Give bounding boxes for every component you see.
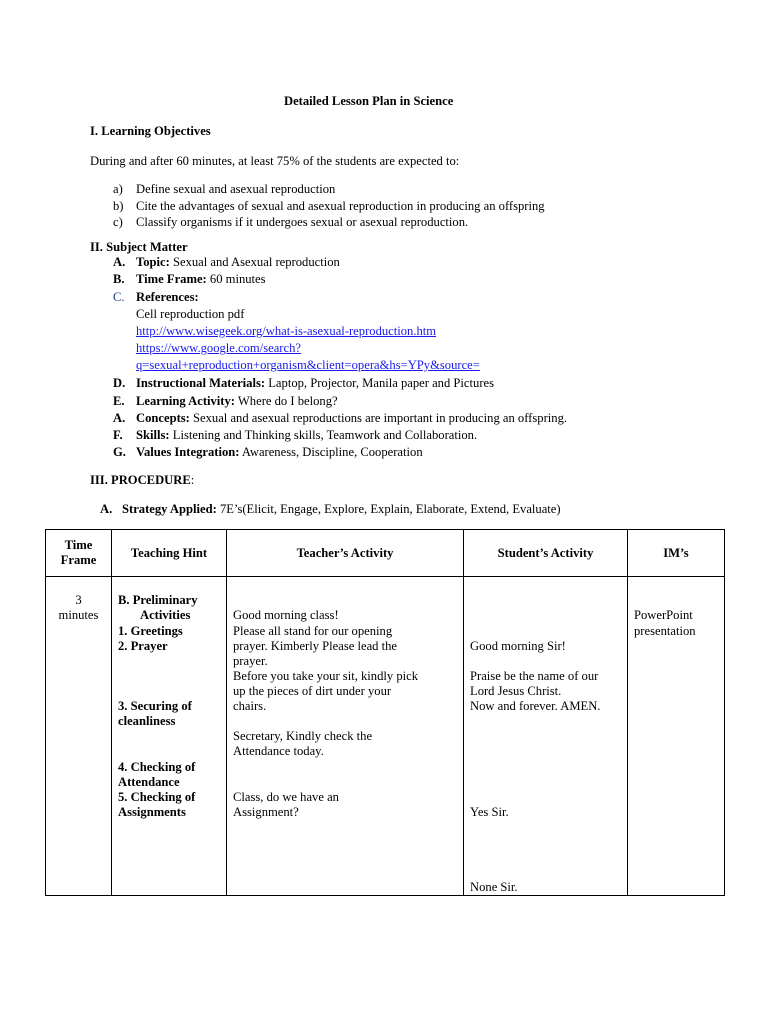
objective-item: Cite the advantages of sexual and asexual reproduction in producing an offspring bbox=[136, 199, 545, 213]
section-subject-matter-heading: II. Subject Matter bbox=[90, 240, 188, 254]
procedure-table bbox=[45, 529, 725, 896]
list-letter: A. bbox=[113, 255, 126, 269]
skills-line: Skills: Listening and Thinking skills, Teamwork and Collaboration. bbox=[136, 428, 478, 442]
values-line: Values Integration: Awareness, Discipline, Cooperation bbox=[136, 445, 423, 459]
col-header-time-frame: Time Frame bbox=[46, 530, 112, 577]
list-letter: D. bbox=[113, 376, 126, 390]
list-letter: B. bbox=[113, 272, 125, 286]
col-header-ims: IM’s bbox=[628, 530, 725, 577]
list-letter: F. bbox=[113, 428, 123, 442]
objective-letter: b) bbox=[113, 199, 124, 213]
list-letter: E. bbox=[113, 394, 125, 408]
teaching-hint-cell: B. Preliminary Activities 1. Greetings 2. Prayer 3. Securing of cleanliness 4. Checking of Attendance 5. Checking of Assignments bbox=[112, 577, 227, 896]
objective-item: Define sexual and asexual reproduction bbox=[136, 182, 336, 196]
list-letter: A. bbox=[100, 502, 113, 516]
objectives-intro: During and after 60 minutes, at least 75% of the students are expected to: bbox=[90, 154, 460, 168]
table-header-row bbox=[46, 530, 725, 577]
time-frame-line: Time Frame: 60 minutes bbox=[136, 272, 266, 286]
ims-cell: PowerPoint presentation bbox=[628, 577, 725, 896]
page-title: Detailed Lesson Plan in Science bbox=[284, 94, 454, 108]
learning-activity-line: Learning Activity: Where do I belong? bbox=[136, 394, 338, 408]
topic-line: Topic: Sexual and Asexual reproduction bbox=[136, 255, 340, 269]
list-letter: A. bbox=[113, 411, 126, 425]
objective-item: Classify organisms if it undergoes sexual or asexual reproduction. bbox=[136, 215, 469, 229]
materials-line: Instructional Materials: Laptop, Projector, Manila paper and Pictures bbox=[136, 376, 494, 390]
reference-item: Cell reproduction pdf bbox=[136, 307, 245, 321]
col-header-teaching-hint: Teaching Hint bbox=[112, 530, 227, 577]
student-activity-cell: Good morning Sir! Praise be the name of our Lord Jesus Christ. Now and forever. AMEN. Yes Sir. None Sir. bbox=[464, 577, 628, 896]
list-letter: C. bbox=[113, 290, 125, 304]
strategy-line: Strategy Applied: 7E’s(Elicit, Engage, Explore, Explain, Elaborate, Extend, Evaluate) bbox=[122, 502, 561, 516]
table-row bbox=[46, 577, 725, 896]
section-learning-objectives-heading: I. Learning Objectives bbox=[90, 124, 211, 138]
reference-link[interactable]: http://www.wisegeek.org/what-is-asexual-reproduction.htm bbox=[136, 324, 437, 338]
concepts-line: Concepts: Sexual and asexual reproductions are important in producing an offspring. bbox=[136, 411, 568, 425]
time-frame-cell: 3 minutes bbox=[46, 577, 112, 896]
objective-letter: c) bbox=[113, 215, 123, 229]
objective-letter: a) bbox=[113, 182, 123, 196]
reference-link[interactable]: q=sexual+reproduction+organism&client=opera&hs=YPy&source= bbox=[136, 358, 480, 372]
reference-link[interactable]: https://www.google.com/search? bbox=[136, 341, 301, 355]
teacher-activity-cell: Good morning class! Please all stand for our opening prayer. Kimberly Please lead the prayer. Before you take your sit, kindly pick up the pieces of dirt under your chairs. Secretary, Kindly check the Attendance today. Class, do we have an Assignment? bbox=[227, 577, 464, 896]
col-header-student-activity: Student’s Activity bbox=[464, 530, 628, 577]
col-header-teacher-activity: Teacher’s Activity bbox=[227, 530, 464, 577]
section-procedure-heading: III. PROCEDURE: bbox=[90, 473, 195, 487]
references-label: References: bbox=[136, 290, 199, 304]
list-letter: G. bbox=[113, 445, 126, 459]
